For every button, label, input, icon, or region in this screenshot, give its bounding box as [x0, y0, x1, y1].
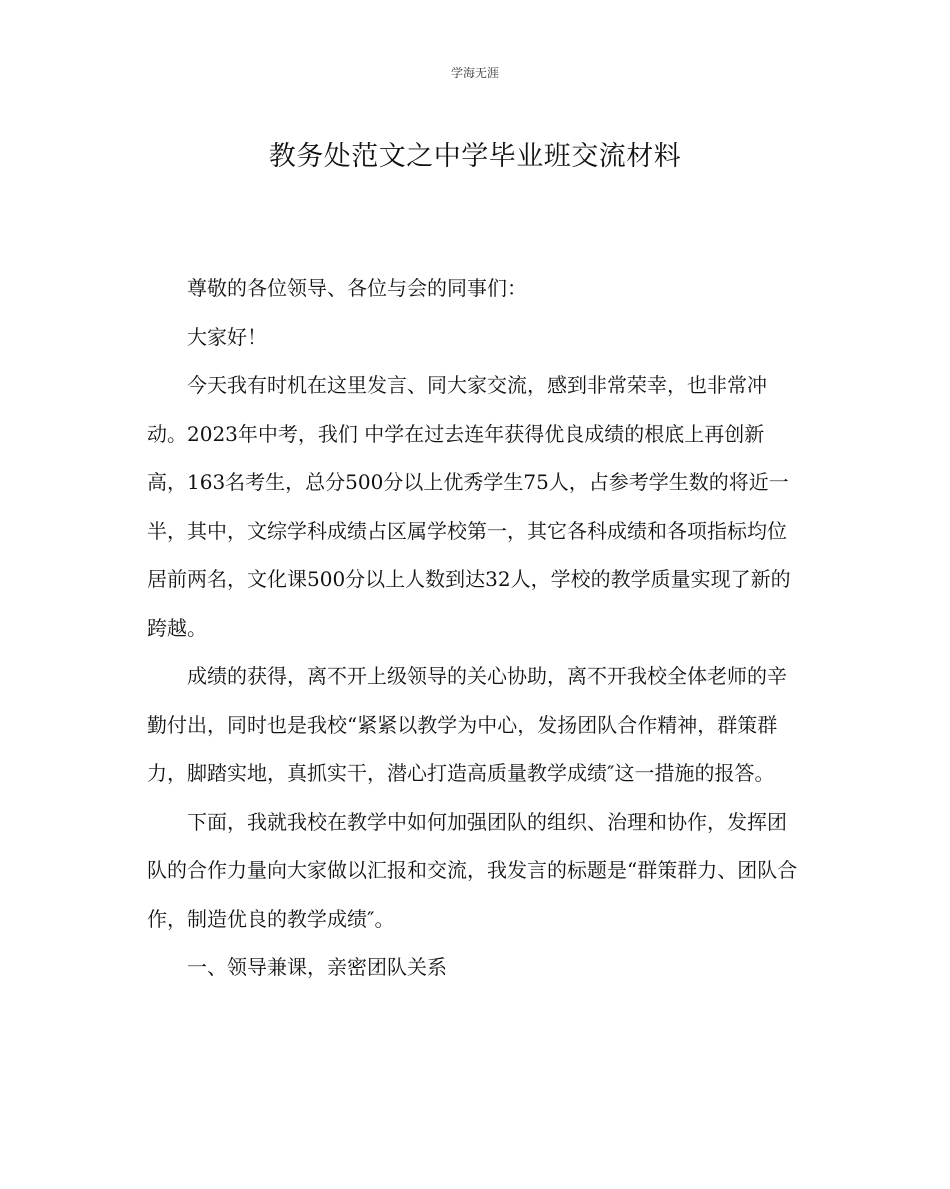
- document-title: 教务处范文之中学毕业班交流材料: [268, 141, 682, 172]
- section-heading: 一、领导兼课，亲密团队关系: [187, 955, 447, 979]
- salutation-paragraph: 尊敬的各位领导、各位与会的同事们：: [187, 276, 527, 300]
- document-body: [147, 264, 803, 992]
- achievement-paragraph: 成绩的获得，离不开上级领导的关心协助，离不开我校全体老师的辛勤付出，同时也是我校“紧紧以教学为中心，发扬团队合作精神，群策群力，脚踏实地，真抓实干，潜心打造高质量教学成绩″这一措施的报答。: [147, 664, 787, 785]
- page-header: 学海无涯: [450, 66, 499, 80]
- topic-paragraph: 下面，我就我校在教学中如何加强团队的组织、治理和协作，发挥团队的合作力量向大家做以汇报和交流，我发言的标题是“群策群力、团队合作，制造优良的教学成绩″。: [147, 809, 798, 931]
- greeting-paragraph: 大家好！: [187, 324, 267, 349]
- intro-paragraph: 今天我有时机在这里发言、同大家交流，感到非常荣幸，也非常冲动。2023年中考，我们 中学在过去连年获得优良成绩的根底上再创新高，163名考生，总分500分以上优秀学生75人，占参考学生数的将近一半，其中，文综学科成绩占区属学校第一，其它各科成绩和各项指标均位居前两名，文化课500分以上人数到达32人，学校的教学质量实现了新的跨越。: [147, 373, 791, 640]
